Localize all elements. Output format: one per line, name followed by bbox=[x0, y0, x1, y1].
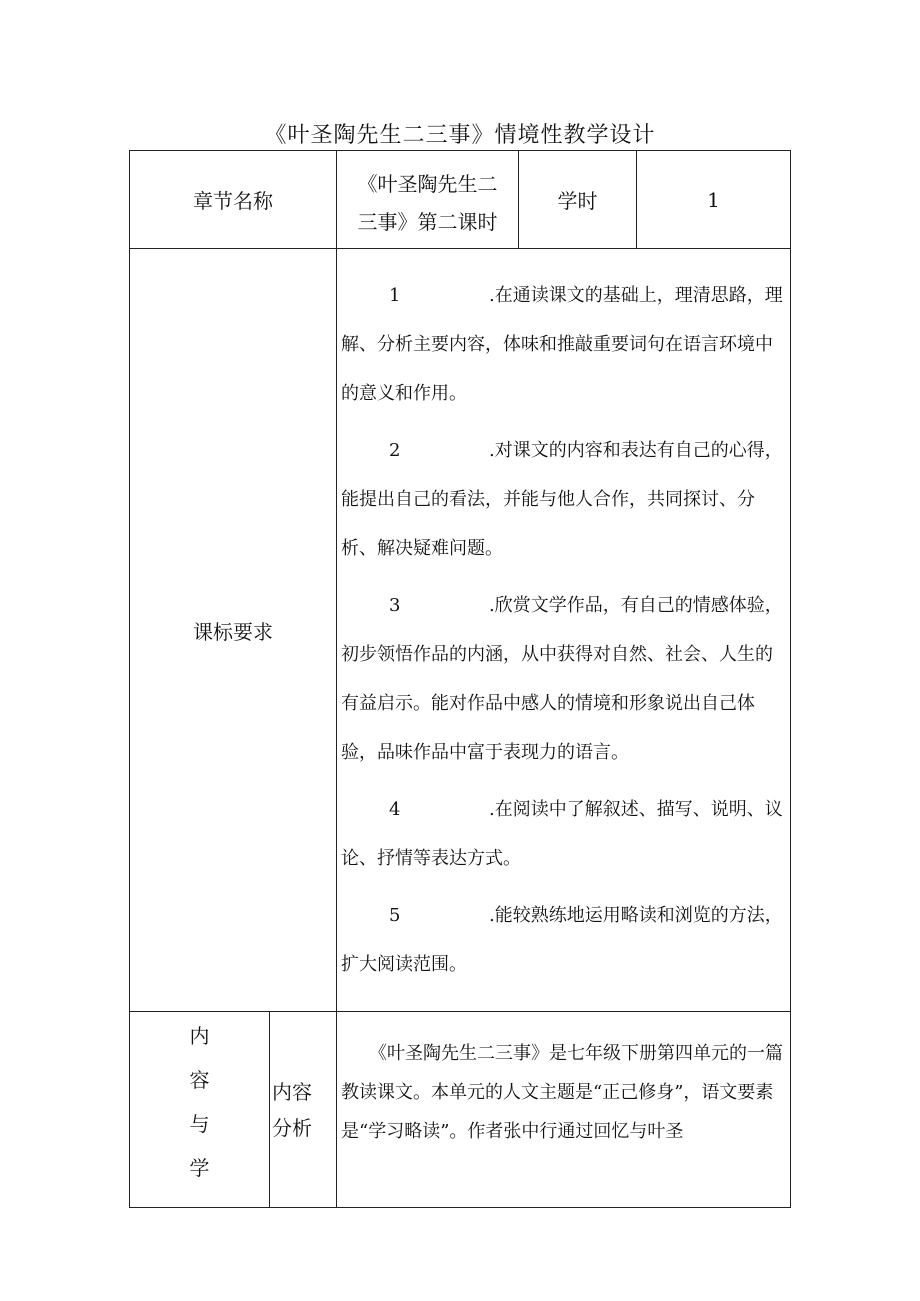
chapter-name-line-2: 三事》第二课时 bbox=[357, 209, 498, 234]
standard-item bbox=[341, 785, 786, 883]
content-analysis-text bbox=[337, 1012, 791, 1208]
chapter-name-line-1: 《叶圣陶先生二 bbox=[357, 171, 498, 196]
standard-text: .对课文的内容和表达有自己的心得，能提 bbox=[341, 440, 783, 510]
standard-item bbox=[341, 891, 786, 989]
standard-text-cont: 阅读范围。 bbox=[377, 954, 467, 975]
content-analysis-row bbox=[130, 1012, 791, 1208]
content-analysis-label-line-1: 内容 bbox=[272, 1079, 312, 1104]
standard-text-cont: 出自己的看法，并能与他人合作，共同探讨、分析、解决疑难问题。 bbox=[341, 489, 755, 559]
lesson-design-table bbox=[129, 150, 791, 1208]
standard-number: 2 bbox=[389, 440, 401, 461]
standard-item bbox=[341, 581, 786, 777]
standard-number: 4 bbox=[389, 799, 401, 820]
standard-text-cont: 分析主要内容，体味和推敲重要词句在语言环境中的意义和作用。 bbox=[341, 334, 773, 404]
standard-number: 3 bbox=[389, 595, 401, 616]
content-analysis-label-line-2: 分析 bbox=[272, 1115, 312, 1140]
content-analysis-paragraph: 《叶圣陶先生二三事》是七年级下册第四单元的一篇教读课文。本单元的人文主题是“正己修身”，语文要素是“学习略读”。作者张中行通过回忆与叶圣 bbox=[341, 1043, 783, 1142]
chapter-name-label: 章节名称 bbox=[130, 151, 337, 249]
class-hours-value: 1 bbox=[637, 151, 791, 249]
standard-text-cont: 领悟作品的内涵，从中获得对自然、社会、人生的有益启示。能对作品中感人的情境和形象说出自己体验，品味作品中富于表现力的语言。 bbox=[341, 644, 773, 763]
curriculum-standards-content bbox=[337, 249, 791, 1012]
standard-number: 1 bbox=[389, 285, 401, 306]
standard-text-cont: 抒情等表达方式。 bbox=[377, 848, 521, 869]
class-hours-label: 学时 bbox=[519, 151, 637, 249]
content-and-learning-label bbox=[130, 1012, 270, 1208]
standard-text: .能较熟练地运用略读和浏览的方法，扩大 bbox=[341, 905, 783, 975]
content-analysis-label bbox=[270, 1012, 337, 1208]
curriculum-standards-label: 课标要求 bbox=[130, 249, 337, 1012]
standard-number: 5 bbox=[389, 905, 401, 926]
standard-text: .在阅读中了解叙述、描写、说明、议论、 bbox=[341, 799, 783, 869]
section-char: 容 bbox=[189, 1068, 210, 1092]
section-char: 与 bbox=[189, 1112, 210, 1136]
section-char: 学 bbox=[189, 1156, 210, 1180]
standard-item bbox=[341, 426, 786, 573]
section-char: 内 bbox=[189, 1024, 210, 1048]
standard-item bbox=[341, 271, 786, 418]
standard-text: .欣赏文学作品，有自己的情感体验，初步 bbox=[341, 595, 783, 665]
document-title: 《叶圣陶先生二三事》情境性教学设计 bbox=[264, 123, 656, 148]
standard-text: .在通读课文的基础上，理清思路，理解、 bbox=[341, 285, 783, 355]
chapter-name-value bbox=[337, 151, 519, 249]
chapter-row bbox=[130, 151, 791, 249]
standards-row bbox=[130, 249, 791, 1012]
